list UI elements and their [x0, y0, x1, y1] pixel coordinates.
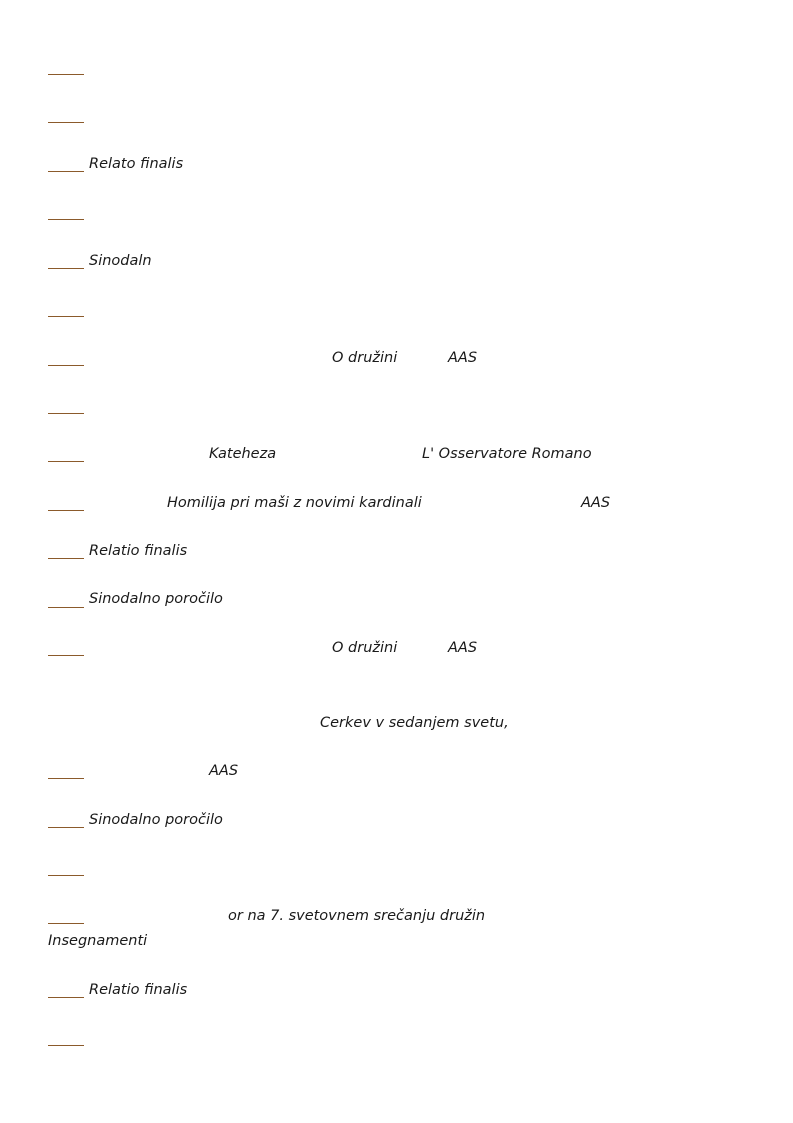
footnote-title: Relatio finalis: [89, 982, 188, 998]
footnote-separator: [48, 461, 84, 462]
footnote-separator: [48, 558, 84, 559]
footnote-source: AAS: [448, 350, 478, 366]
footnote-separator: [48, 413, 84, 414]
footnote-separator: [48, 74, 84, 75]
footnote-title: Relatio finalis: [89, 543, 188, 559]
footnote-source: Insegnamenti: [48, 933, 148, 949]
footnote-separator: [48, 1045, 84, 1046]
footnote-separator: [48, 778, 84, 779]
footnote-separator: [48, 607, 84, 608]
footnote-title: Cerkev v sedanjem svetu,: [320, 715, 509, 731]
footnote-separator: [48, 997, 84, 998]
footnote-title: Kateheza: [209, 446, 277, 462]
footnote-separator: [48, 875, 84, 876]
footnote-source: AAS: [448, 640, 478, 656]
footnote-title: Sinodalno poročilo: [89, 812, 223, 828]
footnote-separator: [48, 219, 84, 220]
footnote-title: O družini: [332, 640, 398, 656]
footnote-title: or na 7. svetovnem srečanju družin: [228, 908, 486, 924]
footnote-source: AAS: [581, 495, 611, 511]
footnote-separator: [48, 827, 84, 828]
footnote-title: Sinodalno poročilo: [89, 591, 223, 607]
footnote-separator: [48, 268, 84, 269]
footnote-title: O družini: [332, 350, 398, 366]
footnote-title: Sinodaln: [89, 253, 152, 269]
footnote-separator: [48, 171, 84, 172]
footnote-separator: [48, 122, 84, 123]
footnote-source: L' Osservatore Romano: [422, 446, 592, 462]
footnote-title: Relato finalis: [89, 156, 184, 172]
footnote-separator: [48, 316, 84, 317]
footnote-separator: [48, 655, 84, 656]
footnote-separator: [48, 923, 84, 924]
footnote-title: Homilija pri maši z novimi kardinali: [167, 495, 422, 511]
footnote-source: AAS: [209, 763, 239, 779]
footnote-separator: [48, 510, 84, 511]
footnote-separator: [48, 365, 84, 366]
